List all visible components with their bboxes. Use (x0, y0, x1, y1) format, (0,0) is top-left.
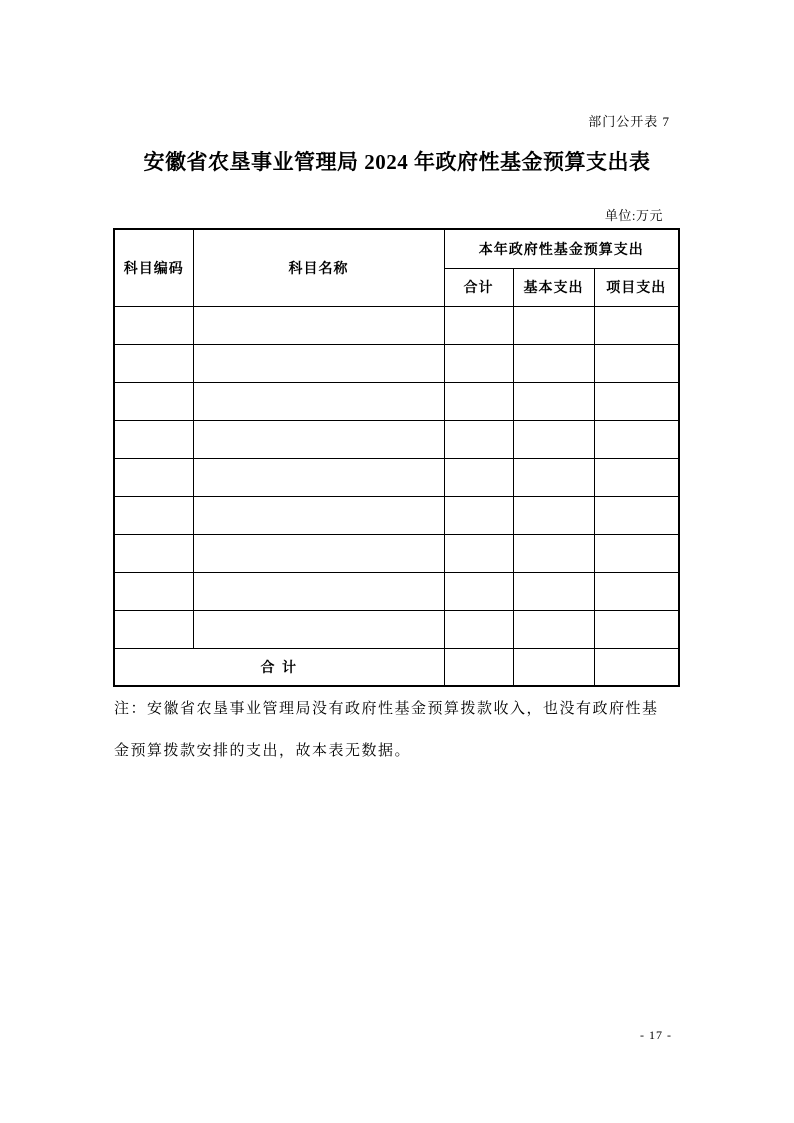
budget-table-footer (114, 648, 679, 686)
total-cell-total (444, 648, 513, 686)
col-header-subject-code: 科目编码 (114, 229, 193, 306)
table-cell-empty (193, 572, 444, 610)
table-cell-empty (513, 306, 594, 344)
table-cell-empty (444, 610, 513, 648)
table-cell-empty (444, 344, 513, 382)
table-cell-empty (114, 458, 193, 496)
page-title: 安徽省农垦事业管理局 2024 年政府性基金预算支出表 (143, 150, 651, 174)
table-cell-empty (444, 382, 513, 420)
table-cell-empty (444, 572, 513, 610)
col-header-group-fund-expenditure: 本年政府性基金预算支出 (444, 229, 679, 268)
table-row-empty (114, 344, 679, 382)
budget-table-header (114, 229, 679, 306)
table-cell-empty (114, 382, 193, 420)
table-row-empty (114, 534, 679, 572)
table-row-empty (114, 572, 679, 610)
note (114, 688, 684, 772)
note-line: 金预算拨款安排的支出，故本表无数据。 (114, 743, 412, 759)
table-cell-empty (594, 496, 679, 534)
table-cell-empty (193, 458, 444, 496)
table-cell-empty (444, 534, 513, 572)
table-cell-empty (114, 534, 193, 572)
table-cell-empty (444, 420, 513, 458)
table-cell-empty (444, 496, 513, 534)
note-line: 注：安徽省农垦事业管理局没有政府性基金预算拨款收入，也没有政府性基 (114, 701, 659, 717)
table-cell-empty (513, 344, 594, 382)
table-row-empty (114, 496, 679, 534)
table-cell-empty (193, 420, 444, 458)
table-cell-empty (594, 382, 679, 420)
unit-label: 单位:万元 (604, 208, 663, 223)
table-cell-empty (513, 458, 594, 496)
table-cell-empty (114, 344, 193, 382)
table-cell-empty (114, 572, 193, 610)
table-cell-empty (193, 382, 444, 420)
page-number: - 17 - (640, 1028, 672, 1042)
col-header-project-expenditure: 项目支出 (594, 268, 679, 306)
col-header-total: 合计 (444, 268, 513, 306)
budget-table-body (114, 306, 679, 648)
table-cell-empty (513, 572, 594, 610)
total-cell-project (594, 648, 679, 686)
table-cell-empty (444, 458, 513, 496)
budget-table (113, 228, 680, 687)
table-cell-empty (114, 496, 193, 534)
table-cell-empty (594, 458, 679, 496)
table-cell-empty (594, 344, 679, 382)
table-cell-empty (594, 420, 679, 458)
table-cell-empty (193, 306, 444, 344)
table-cell-empty (513, 420, 594, 458)
col-header-subject-name: 科目名称 (193, 229, 444, 306)
table-cell-empty (594, 572, 679, 610)
header-row (114, 229, 679, 268)
table-row-empty (114, 382, 679, 420)
table-cell-empty (193, 534, 444, 572)
total-cell-basic (513, 648, 594, 686)
table-cell-empty (594, 534, 679, 572)
table-row-empty (114, 458, 679, 496)
table-cell-empty (594, 610, 679, 648)
table-cell-empty (594, 306, 679, 344)
table-cell-empty (114, 306, 193, 344)
table-row-empty (114, 306, 679, 344)
total-row-label: 合 计 (114, 648, 444, 686)
table-cell-empty (513, 534, 594, 572)
table-cell-empty (193, 610, 444, 648)
table-row-empty (114, 610, 679, 648)
table-cell-empty (193, 344, 444, 382)
table-cell-empty (513, 382, 594, 420)
table-cell-empty (193, 496, 444, 534)
table-cell-empty (114, 610, 193, 648)
col-header-basic-expenditure: 基本支出 (513, 268, 594, 306)
table-cell-empty (444, 306, 513, 344)
table-cell-empty (513, 610, 594, 648)
table-cell-empty (513, 496, 594, 534)
total-row (114, 648, 679, 686)
doc-label: 部门公开表 7 (588, 114, 670, 129)
table-cell-empty (114, 420, 193, 458)
table-row-empty (114, 420, 679, 458)
